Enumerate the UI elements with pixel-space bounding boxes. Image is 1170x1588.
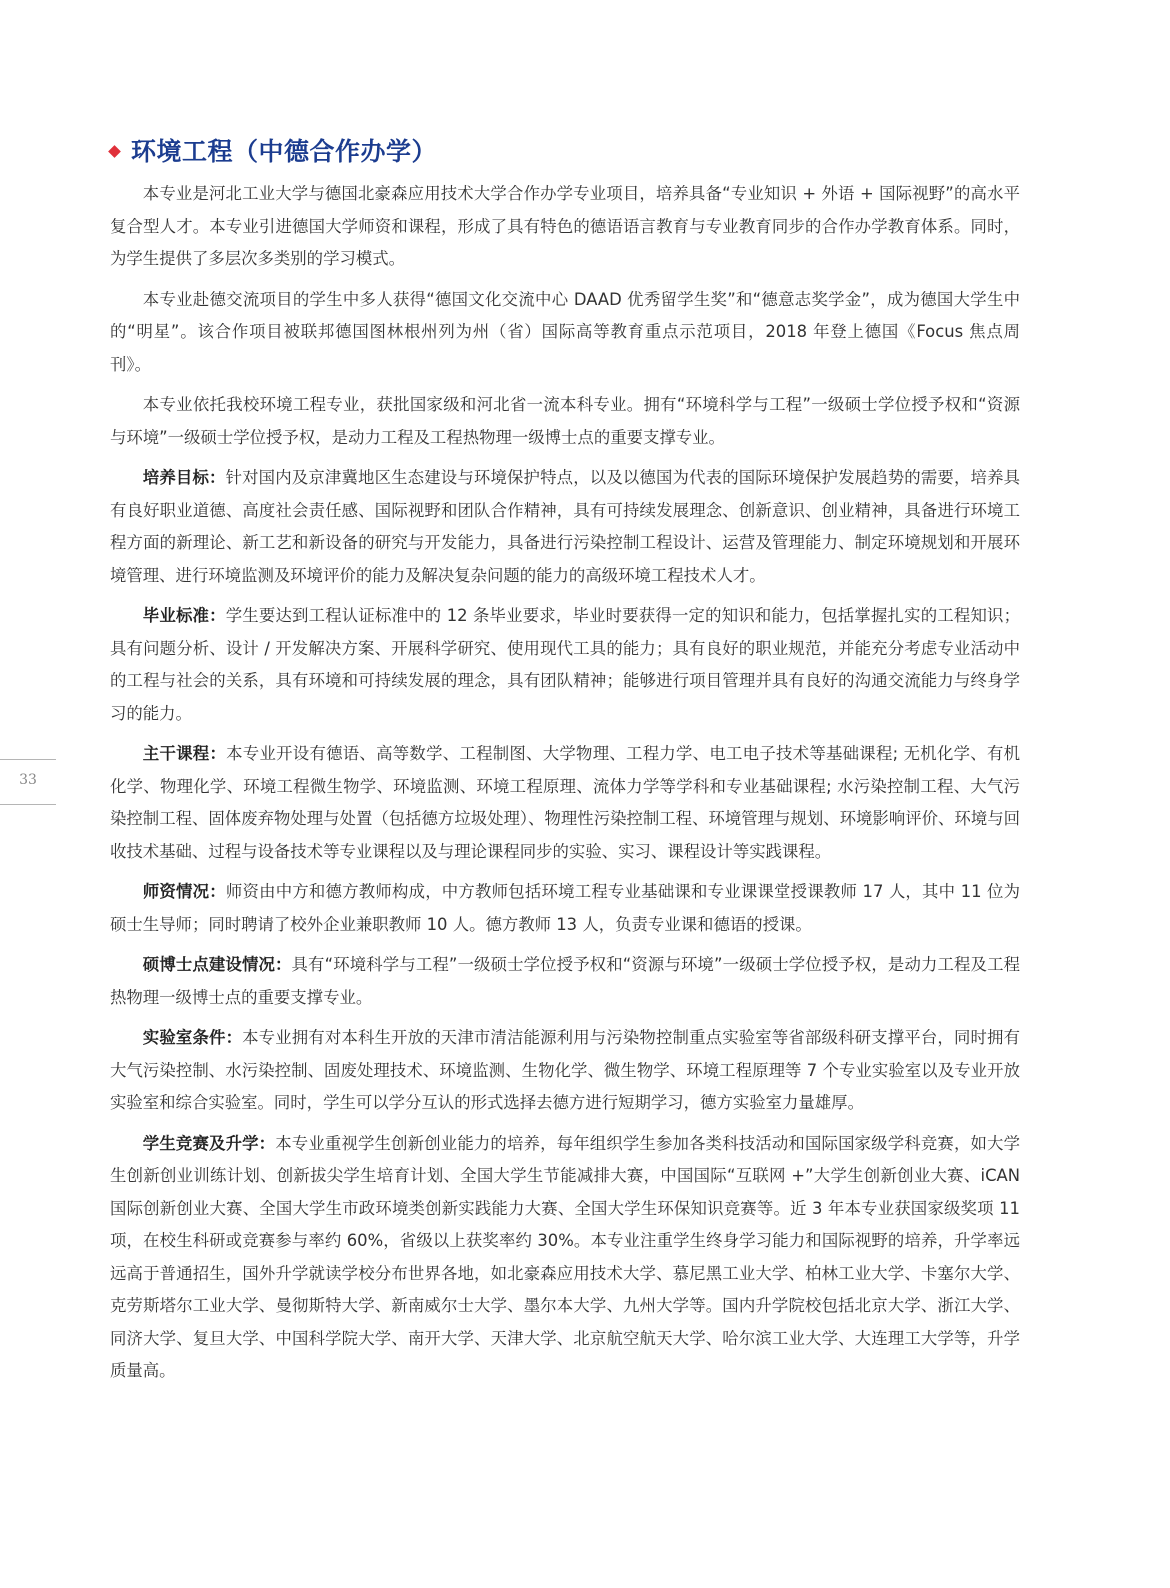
page-number: 33 — [19, 772, 37, 788]
section-text: 具有“环境科学与工程”一级硕士学位授予权和“资源与环境”一级硕士学位授予权，是动力工程及工程热物理一级博士点的重要支撑专业。 — [110, 955, 1020, 1007]
section-text: 本专业拥有对本科生开放的天津市清洁能源利用与污染物控制重点实验室等省部级科研支撑平台，同时拥有大气污染控制、水污染控制、固废处理技术、环境监测、生物化学、微生物学、环境工程原理等 7 个专业实验室以及专业开放实验室和综合实验室。同时，学生可以学分互认的形式选择去德方进行短期学习，德方实验室力量雄厚。 — [110, 1028, 1021, 1112]
diamond-bullet-icon — [108, 145, 121, 158]
body-text — [110, 178, 1020, 1396]
section-label: 学生竞赛及升学： — [142, 1133, 276, 1153]
section-text: 师资由中方和德方教师构成，中方教师包括环境工程专业基础课和专业课课堂授课教师 17 人，其中 11 位为硕士生导师；同时聘请了校外企业兼职教师 10 人。德方教师 13 人，负责专业课和德语的授课。 — [110, 882, 1020, 934]
section-text: 本专业开设有德语、高等数学、工程制图、大学物理、工程力学、电工电子技术等基础课程; 无机化学、有机化学、物理化学、环境工程微生物学、环境监测、环境工程原理、流体力学等学科和专业基础课程; 水污染控制工程、大气污染控制工程、固体废弃物处理与处置（包括德方垃圾处理）、物理性污染控制工程、环境管理与规划、环境影响评价、环境与回收技术基础、过程与设备技术等专业课程以及与理论课程同步的实验、实习、课程设计等实践课程。 — [110, 744, 1021, 861]
laboratory-paragraph — [110, 1022, 1020, 1120]
core-courses-paragraph — [110, 738, 1020, 868]
page-number-rule-bottom — [0, 804, 56, 805]
training-goal-paragraph — [110, 462, 1020, 592]
section-heading — [110, 132, 437, 168]
section-label: 师资情况： — [142, 882, 226, 901]
section-text: 本专业重视学生创新创业能力的培养，每年组织学生参加各类科技活动和国际国家级学科竞赛，如大学生创新创业训练计划、创新拔尖学生培育计划、全国大学生节能减排大赛，中国国际“互联网 +”大学生创新创业大赛、iCAN 国际创新创业大赛、全国大学生市政环境类创新实践能力大赛、全国大学生环保知识竞赛等。近 3 年本专业获国家级奖项 11 项，在校生科研或竞赛参与率约 60%，省级以上获奖率约 30%。本专业注重学生终身学习能力和国际视野的培养，升学率远远高于普通招生，国外升学就读学校分布世界各地，如北豪森应用技术大学、慕尼黑工业大学、柏林工业大学、卡塞尔大学、克劳斯塔尔工业大学、曼彻斯特大学、新南威尔士大学、墨尔本大学、九州大学等。国内升学院校包括北京大学、浙江大学、同济大学、复旦大学、中国科学院大学、南开大学、天津大学、北京航空航天大学、哈尔滨工业大学、大连理工大学等，升学质量高。 — [110, 1133, 1021, 1380]
section-label: 实验室条件： — [142, 1028, 243, 1047]
page-title: 环境工程（中德合作办学） — [131, 137, 438, 166]
competition-paragraph — [110, 1128, 1020, 1388]
section-text: 学生要达到工程认证标准中的 12 条毕业要求，毕业时要获得一定的知识和能力，包括掌握扎实的工程知识；具有问题分析、设计 / 开发解决方案、开展科学研究、使用现代工具的能力；具有良好的职业规范，并能充分考虑专业活动中的工程与社会的关系，具有环境和可持续发展的理念，具有团队精神；能够进行项目管理并具有良好的沟通交流能力与终身学习的能力。 — [110, 606, 1020, 723]
intro-paragraph: 本专业赴德交流项目的学生中多人获得“德国文化交流中心 DAAD 优秀留学生奖”和“德意志奖学金”，成为德国大学生中的“明星”。该合作项目被联邦德国图林根州列为州（省）国际高等教育重点示范项目，2018 年登上德国《Focus 焦点周刊》。 — [110, 289, 1020, 374]
section-text: 针对国内及京津冀地区生态建设与环境保护特点，以及以德国为代表的国际环境保护发展趋势的需要，培养具有良好职业道德、高度社会责任感、国际视野和团队合作精神，具有可持续发展理念、创新意识、创业精神，具备进行环境工程方面的新理论、新工艺和新设备的研究与开发能力，具备进行污染控制工程设计、运营及管理能力、制定环境规划和开展环境管理、进行环境监测及环境评价的能力及解决复杂问题的能力的高级环境工程技术人才。 — [110, 468, 1021, 585]
faculty-paragraph — [110, 876, 1020, 941]
section-label: 毕业标准： — [142, 606, 226, 625]
intro-paragraph: 本专业依托我校环境工程专业，获批国家级和河北省一流本科专业。拥有“环境科学与工程”一级硕士学位授予权和“资源与环境”一级硕士学位授予权，是动力工程及工程热物理一级博士点的重要支撑专业。 — [110, 395, 1020, 447]
graduate-programs-paragraph — [110, 949, 1020, 1014]
section-label: 主干课程： — [142, 744, 227, 763]
intro-paragraph: 本专业是河北工业大学与德国北豪森应用技术大学合作办学专业项目，培养具备“专业知识 + 外语 + 国际视野”的高水平复合型人才。本专业引进德国大学师资和课程，形成了具有特色的德语语言教育与专业教育同步的合作办学教育体系。同时，为学生提供了多层次多类别的学习模式。 — [110, 184, 1020, 268]
graduation-standard-paragraph — [110, 600, 1020, 730]
page-number-rule-top — [0, 759, 56, 760]
section-label: 培养目标： — [142, 468, 226, 487]
section-label: 硕博士点建设情况： — [142, 955, 292, 974]
